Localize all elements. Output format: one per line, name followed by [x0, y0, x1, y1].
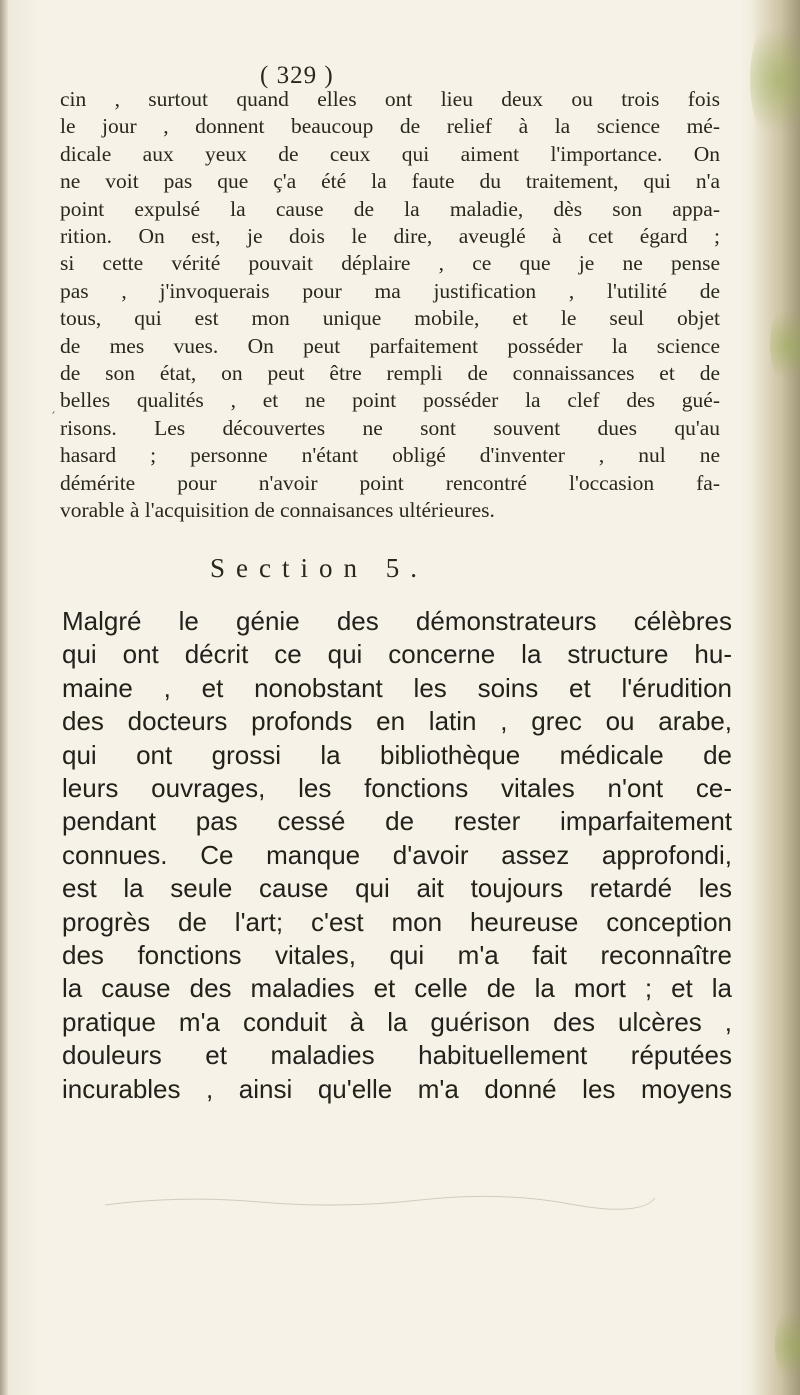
text-line: démérite pour n'avoir point rencontré l'occasion fa- [60, 470, 720, 495]
text-line: progrès de l'art; c'est mon heureuse conception [62, 906, 732, 937]
margin-tick-mark: ′ [52, 410, 56, 426]
text-line: point expulsé la cause de la maladie, dès son appa- [60, 196, 720, 221]
page-binding-edge [0, 0, 8, 1395]
text-line: des fonctions vitales, qui m'a fait reconnaître [62, 940, 732, 971]
text-line: qui ont décrit ce qui concerne la structure hu- [62, 639, 732, 670]
page-right-edge [752, 0, 800, 1395]
text-line: leurs ouvrages, les fonctions vitales n'ont ce- [62, 773, 732, 804]
text-line: ne voit pas que ç'a été la faute du traitement, qui n'a [60, 169, 720, 194]
text-line: tous, qui est mon unique mobile, et le seul objet [60, 306, 720, 331]
text-line: de son état, on peut être rempli de connaissances et de [60, 361, 720, 386]
text-line: pas , j'invoquerais pour ma justification , l'utilité de [60, 278, 720, 303]
text-line: pratique m'a conduit à la guérison des ulcères , [62, 1006, 732, 1037]
text-line: maine , et nonobstant les soins et l'érudition [62, 672, 732, 703]
text-line: rition. On est, je dois le dire, aveuglé à cet égard ; [60, 224, 720, 249]
text-line: qui ont grossi la bibliothèque médicale de [62, 739, 732, 770]
text-line: est la seule cause qui ait toujours retardé les [62, 873, 732, 904]
text-line: cin , surtout quand elles ont lieu deux ou trois fois [60, 87, 720, 111]
paragraph-1 [60, 86, 720, 525]
text-line: dicale aux yeux de ceux qui aiment l'importance. On [60, 141, 720, 166]
page-number: ( 329 ) [260, 62, 334, 89]
text-line: belles qualités , et ne point posséder la clef des gué- [60, 388, 720, 413]
text-line: connues. Ce manque d'avoir assez approfondi, [62, 839, 732, 870]
text-line: hasard ; personne n'étant obligé d'inventer , nul ne [60, 443, 720, 468]
text-line: le jour , donnent beaucoup de relief à la science mé- [60, 114, 720, 139]
text-line: de mes vues. On peut parfaitement posséder la science [60, 333, 720, 358]
text-line: Malgré le génie des démonstrateurs célèbres [62, 606, 732, 636]
text-line: si cette vérité pouvait déplaire , ce que je ne pense [60, 251, 720, 276]
pencil-scribble-mark [100, 1180, 660, 1220]
paragraph-2 [62, 605, 732, 1106]
text-line: vorable à l'acquisition de connaisances ultérieures. [60, 498, 495, 523]
text-line: risons. Les découvertes ne sont souvent dues qu'au [60, 415, 720, 440]
text-line: des docteurs profonds en latin , grec ou arabe, [62, 706, 732, 737]
text-line: douleurs et maladies habituellement réputées [62, 1040, 732, 1071]
section-heading: Section 5. [210, 553, 428, 583]
text-line: incurables , ainsi qu'elle m'a donné les moyens [62, 1073, 732, 1104]
text-line: la cause des maladies et celle de la mort ; et la [62, 973, 732, 1004]
text-line: pendant pas cessé de rester imparfaitement [62, 806, 732, 837]
